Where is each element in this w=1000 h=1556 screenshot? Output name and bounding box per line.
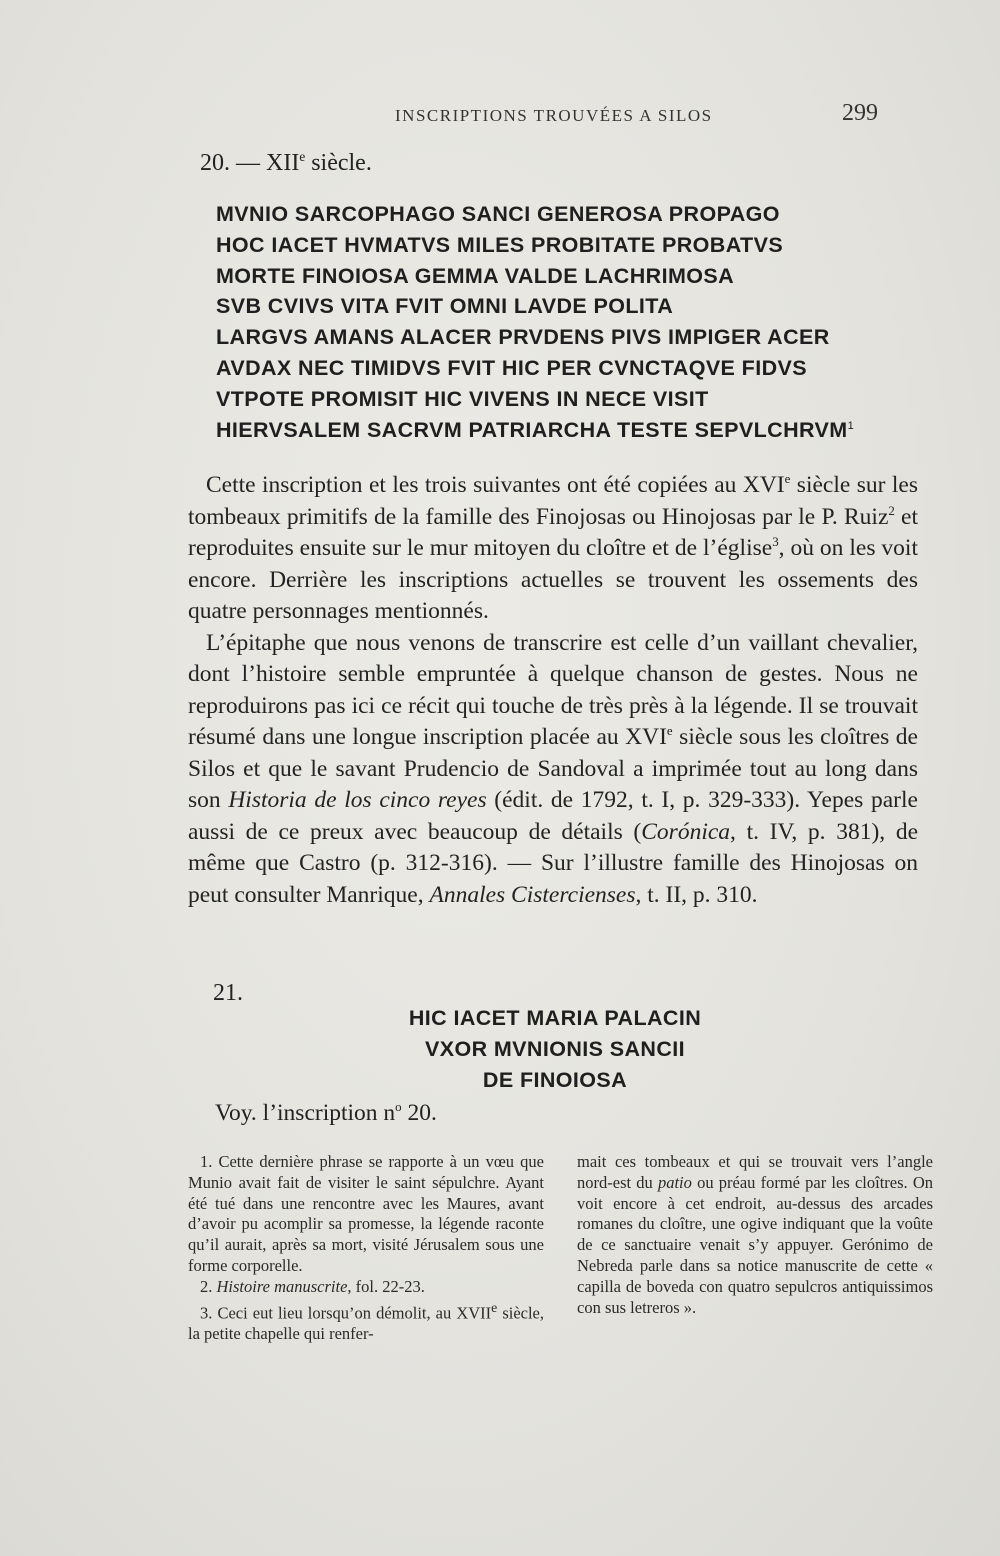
running-title: INSCRIPTIONS TROUVÉES A SILOS [395, 106, 713, 125]
page-number: 299 [842, 100, 878, 126]
paragraph-2: L’épitaphe que nous venons de transcrire est celle d’un vaillant chevalier, dont l’histoire semble empruntée à quelque chanson de gestes. Nous ne reproduirons pas ici ce récit qui touche de très près à la légende. Il se trouvait résumé dans une longue inscription placée au XVIe siècle sous les cloîtres de Silos et que le savant Prudencio de Sandoval a imprimée tout au long dans son Historia de los cinco reyes (édit. de 1792, t. I, p. 329-333). Yepes parle aussi de ce preux avec beaucoup de détails (Corónica, t. IV, p. 381), de même que Castro (p. 312-316). — Sur l’illustre famille des Hinojosas on peut consulter Manrique, Annales Cistercienses, t. II, p. 310. [188, 629, 918, 908]
entry-20-heading [200, 150, 372, 177]
footnote-column-left [188, 1152, 544, 1345]
footnote-column-right [577, 1152, 933, 1318]
inscription-20 [216, 199, 854, 445]
inscription-line: HIERVSALEM SACRVM PATRIARCHA TESTE SEPVLCHRVM$^1$ [216, 417, 855, 442]
century-word: siècle. [311, 150, 372, 176]
book-title: Corónica [641, 818, 731, 845]
paragraph-1: Cette inscription et les trois suivantes ont été copiées au XVIe siècle sur les tombeaux primitifs de la famille des Finojosas ou Hinojosas par le P. Ruiz$^2$ et reproduites ensuite sur le mur mitoyen du cloître et de l’église$^3$, où on les voit encore. Derrière les inscriptions actuelles se trouvent les ossements des quatre personnages mentionnés. [188, 471, 918, 624]
see-also-note: Voy. l’inscription $n^o$ 20. [215, 1099, 437, 1126]
heading-dash: — [236, 150, 260, 176]
inscription-line: MORTE FINOIOSA GEMMA VALDE LACHRIMOSA [216, 263, 735, 288]
inscription-line: MVNIO SARCOPHAGO SANCI GENEROSA PROPAGO [216, 202, 780, 226]
inscription-line: SVB CVIVS VITA FVIT OMNI LAVDE POLITA [216, 294, 674, 319]
inscription-line: LARGVS AMANS ALACER PRVDENS PIVS IMPIGER ACER [216, 325, 830, 350]
footnote-3-continued: mait ces tombeaux et qui se trouvait vers l’angle nord-est du patio ou préau formé par les cloîtres. On voit encore à cet endroit, au-dessus des arcades romanes du cloître, une ogive indiquant que la voûte de ce sanctuaire venait s’y appuyer. Gerónimo de Nebreda parle dans sa notice manuscrite de cette « capilla de boveda con quatro sepulcros antiquissimos con sus letreros ». [577, 1152, 933, 1317]
book-title: Historia de los cinco reyes [228, 787, 487, 813]
entry-number: 20. [200, 150, 230, 176]
inscription-line: VTPOTE PROMISIT HIC VIVENS IN NECE VISIT [216, 386, 709, 411]
footnote-2: 2. Histoire manuscrite, fol. 22-23. [200, 1276, 425, 1296]
inscription-21 [380, 1003, 730, 1096]
footnote-3: 3. Ceci eut lieu lorsqu’on démolit, au XVIIe siècle, la petite chapelle qui renfer- [188, 1299, 544, 1343]
footnote-1: 1. Cette dernière phrase se rapporte à un vœu que Munio avait fait de visiter le saint sépulchre. Ayant été tué dans une rencontre avec les Maures, avant d’avoir pu acomplir sa promesse, la légende raconte qu’il aurait, après sa mort, visité Jérusalem sous une forme corporelle. [188, 1152, 544, 1275]
commentary [188, 470, 918, 911]
inscription-line: HOC IACET HVMATVS MILES PROBITATE PROBATVS [216, 232, 784, 257]
inscription-line: VXOR MVNIONIS SANCII [424, 1037, 686, 1061]
century-roman: XII [266, 150, 300, 176]
book-title: Annales Cistercienses [429, 881, 636, 908]
entry-21-number: 21. [213, 980, 243, 1006]
footnote-mark: 1 [847, 419, 855, 432]
inscription-line: HIC IACET MARIA PALACIN [408, 1006, 702, 1030]
inscription-line: DE FINOIOSA [482, 1068, 628, 1092]
inscription-line: AVDAX NEC TIMIDVS FVIT HIC PER CVNCTAQVE FIDVS [216, 355, 807, 380]
century-sup: e [299, 149, 306, 164]
